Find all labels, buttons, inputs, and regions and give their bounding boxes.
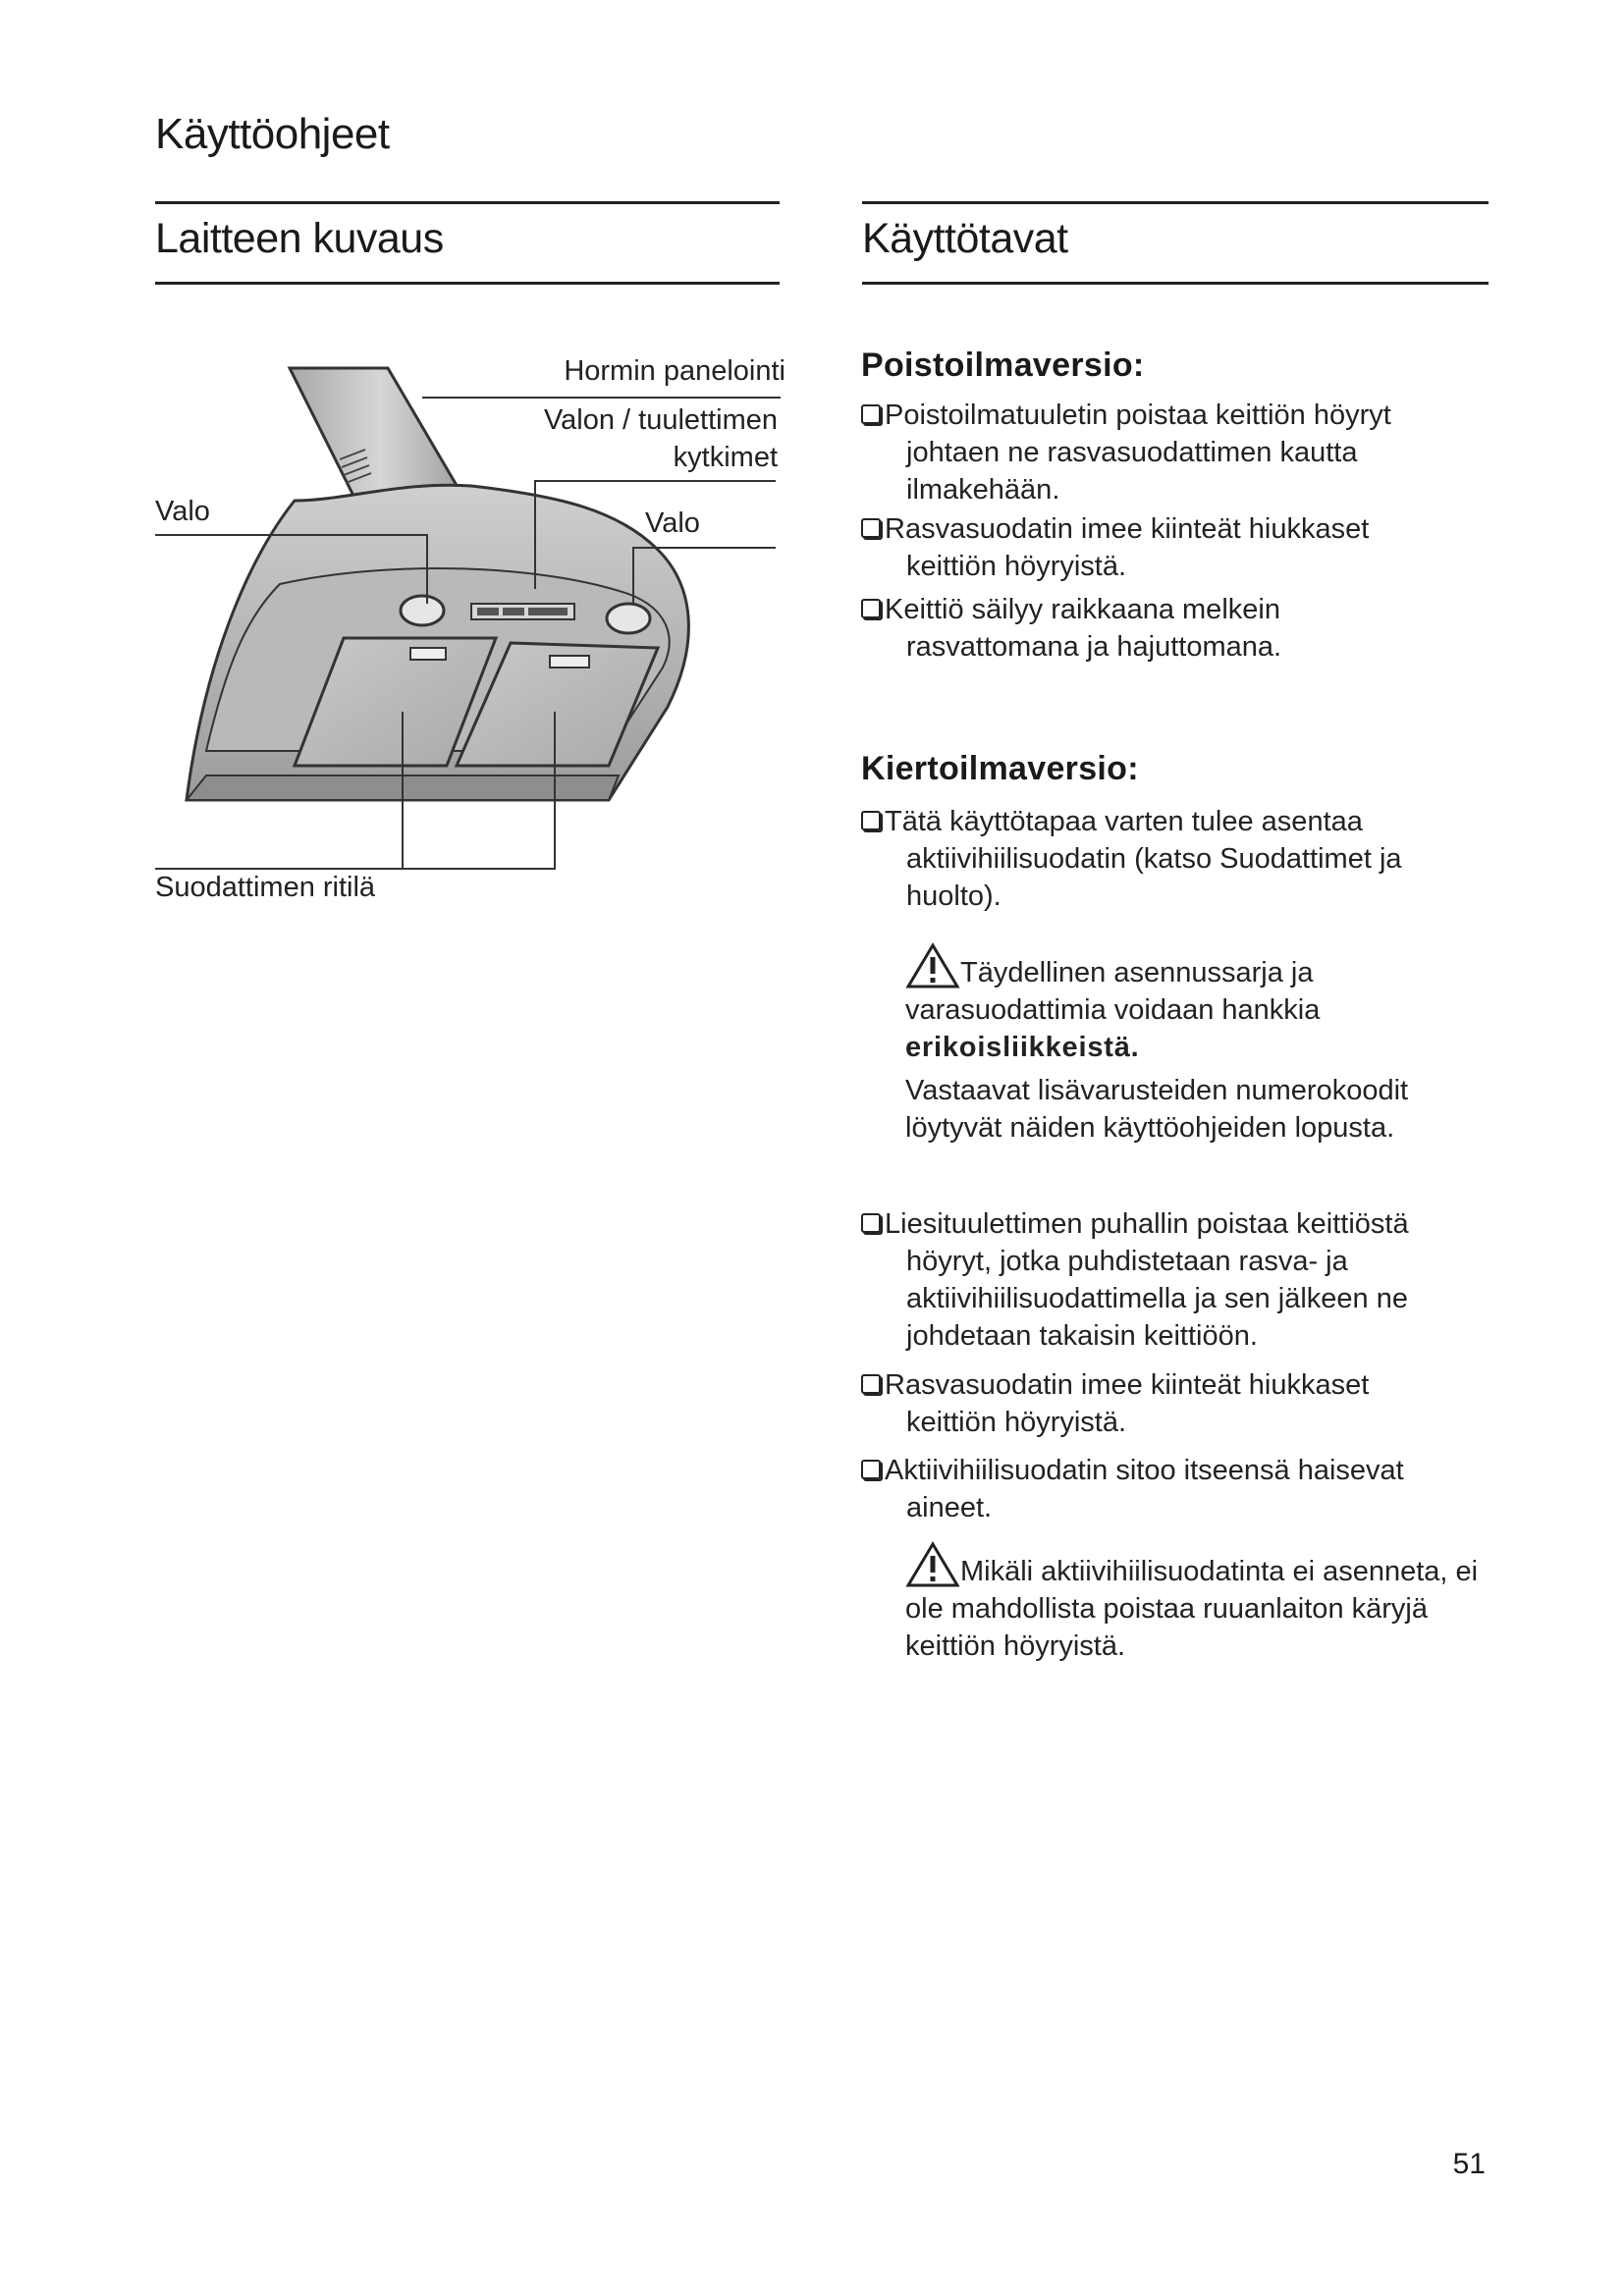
warning-kit-text: Täydellinen asennussarja ja varasuodattimia voidaan hankkia [905,957,1321,1026]
warning-kit-strong: erikoisliikkeistä. [905,1032,1140,1063]
section-title-description: Laitteen kuvaus [155,215,444,262]
item-first-line: Liesituulettimen puhallin poistaa keittiöstä [885,1208,1409,1240]
label-filter-grille: Suodattimen ritilä [155,872,376,903]
heading-recirculation: Kiertoilmaversio: [861,750,1139,787]
item-first-line: Poistoilmatuuletin poistaa keittiön höyryt [885,400,1391,431]
checkbox-bullet-icon [861,1213,881,1233]
checkbox-bullet-icon [861,518,881,538]
label-light-left: Valo [155,496,210,527]
item-first-line: Rasvasuodatin imee kiinteät hiukkaset [885,1369,1370,1401]
recirculation-item-2 [861,1366,1440,1441]
warning-triangle-icon [905,1541,960,1588]
warning-no-filter-text: Mikäli aktiivihiilisuodatinta ei asenneta, ei ole mahdollista poistaa ruuanlaiton käryjä keittiön höyryistä. [905,1556,1479,1662]
label-light-right: Valo [645,507,700,539]
checkbox-bullet-icon [861,1460,881,1479]
warning-triangle-icon [905,942,960,989]
checkbox-bullet-icon [861,811,881,830]
item-continuation: rasvattomana ja hajuttomana. [906,631,1282,663]
item-first-line: Tätä käyttötapaa varten tulee asentaa [885,806,1363,837]
item-continuation: höyryt, jotka puhdistetaan rasva- ja aktiivihiilisuodattimella ja sen jälkeen ne johdetaan takaisin keittiöön. [906,1246,1408,1352]
item-continuation: keittiön höyryistä. [906,551,1127,582]
extraction-item-1 [861,397,1440,508]
item-continuation: johtaen ne rasvasuodattimen kautta ilmakehään. [906,437,1358,506]
item-continuation: aineet. [906,1492,993,1523]
checkbox-bullet-icon [861,1374,881,1394]
extraction-item-3 [861,591,1440,666]
warning-no-filter [905,1541,1485,1665]
accessory-code-note: Vastaavat lisävarusteiden numerokoodit löytyvät näiden käyttöohjeiden lopusta. [905,1075,1409,1144]
item-first-line: Rasvasuodatin imee kiinteät hiukkaset [885,513,1370,545]
label-switches-line1: Valon / tuulettimen [543,404,778,436]
recirculation-item-3 [861,1452,1440,1526]
checkbox-bullet-icon [861,404,881,424]
item-continuation: aktiivihiilisuodatin (katso Suodattimet ja huolto). [906,843,1402,912]
label-chimney: Hormin panelointi [564,355,785,387]
extraction-item-2 [861,510,1440,585]
recirculation-intro [861,803,1440,915]
document-title: Käyttöohjeet [155,110,390,158]
warning-kit [905,942,1455,1066]
item-first-line: Aktiivihiilisuodatin sitoo itseensä haisevat [885,1455,1404,1486]
page-number: 51 [1452,2148,1486,2180]
recirculation-item-1 [861,1205,1440,1355]
item-continuation: keittiön höyryistä. [906,1407,1127,1438]
heading-extraction: Poistoilmaversio: [861,347,1145,384]
label-switches-line2: kytkimet [673,442,778,473]
section-title-usage: Käyttötavat [862,215,1068,262]
item-first-line: Keittiö säilyy raikkaana melkein [885,594,1280,625]
checkbox-bullet-icon [861,599,881,618]
